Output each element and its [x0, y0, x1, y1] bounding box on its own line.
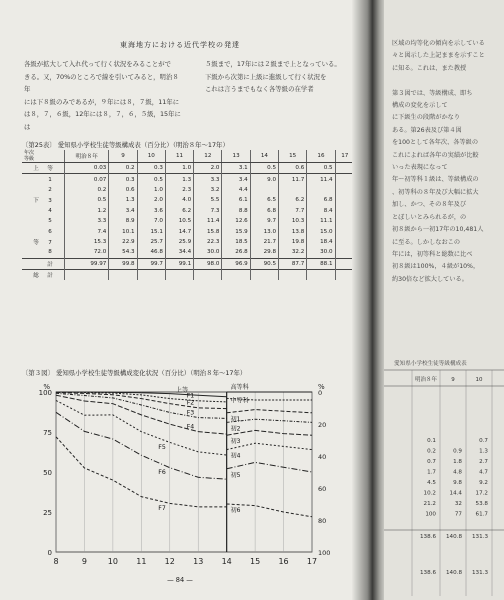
x-tick-label: 12	[164, 557, 175, 566]
table-cell: 72.0	[65, 247, 109, 258]
running-header: 東海地方における近代学校の発達	[120, 41, 240, 49]
table-cell: 4.4	[222, 185, 250, 195]
text-line: 約30倍など拡大している。	[392, 275, 468, 283]
text-line: これによれば各年の実績が比較	[392, 151, 479, 159]
y-tick-label: 50	[43, 469, 52, 477]
table-cell: 6.8	[250, 206, 278, 216]
row-label: 1	[22, 174, 65, 185]
table-cell: 29.8	[250, 247, 278, 258]
table-cell	[222, 269, 250, 280]
table-cell: 3.3	[65, 216, 109, 226]
series-label: F7	[158, 504, 166, 512]
table-row	[22, 195, 354, 205]
x-tick-label: 13	[193, 557, 204, 566]
table-cell: 99.1	[165, 258, 193, 269]
series-label-right: 初1	[230, 415, 241, 423]
pct-label: %	[43, 383, 50, 391]
series-label-right: 高等科	[230, 384, 249, 391]
y2-tick-label: 20	[318, 421, 327, 429]
text-line: いった表現になって	[392, 164, 448, 172]
col-header: 9	[109, 150, 137, 163]
table-cell: 4.8	[453, 469, 462, 476]
table-cell	[109, 269, 137, 280]
y-tick-label: 0	[47, 549, 52, 557]
table-cell: 99.7	[137, 258, 165, 269]
table-cell: 138.6	[419, 534, 436, 540]
table-cell	[137, 269, 165, 280]
table-cell: 1.8	[453, 459, 462, 465]
table-cell: 25.7	[137, 237, 165, 247]
x-tick-label: 15	[250, 557, 261, 566]
table-cell: 10.5	[165, 216, 193, 226]
y-tick-label: 75	[43, 429, 52, 437]
y2-tick-label: 60	[318, 485, 327, 493]
text-line	[392, 75, 504, 87]
text-line: は８，７，６級，12年には８，７，６，５級，15年には	[24, 110, 181, 131]
table-cell	[165, 269, 193, 280]
series-line-right	[227, 410, 312, 413]
right-page	[384, 0, 504, 600]
table-cell: 2.0	[194, 163, 222, 174]
table-cell: 18.5	[222, 237, 250, 247]
corner-top: 年次	[24, 150, 35, 156]
table-cell: 1.0	[137, 185, 165, 195]
text-line: 年～初等科１級は、等級構成の	[392, 176, 479, 184]
table-cell: 138.6	[419, 570, 436, 576]
table-cell: 3.6	[137, 206, 165, 216]
table-cell: 0.1	[427, 438, 436, 444]
text-line: ある。第26表及び第４図	[392, 126, 462, 134]
table-cell: 0.07	[65, 174, 109, 185]
row-label: 8	[48, 249, 52, 256]
table-cell: 13.0	[250, 226, 278, 236]
table-cell: 99.97	[65, 258, 109, 269]
table-cell	[279, 185, 307, 195]
series-label-right: 初6	[230, 507, 241, 514]
table-cell: 3.1	[222, 163, 250, 174]
col-header: 9	[451, 377, 455, 383]
series-label: F6	[158, 469, 166, 477]
row-label: 下 3	[33, 198, 52, 205]
table-row	[22, 269, 354, 280]
table-cell: 88.1	[307, 258, 335, 269]
col-header: 17	[335, 150, 354, 163]
table-cell: 10.2	[423, 490, 436, 497]
table-cell: 131.3	[471, 534, 488, 540]
table-cell: 15.1	[137, 226, 165, 236]
table-cell: 11.7	[279, 174, 307, 185]
table-cell: 140.8	[445, 570, 462, 576]
row-label: 6	[48, 228, 52, 235]
x-tick-label: 9	[81, 557, 87, 566]
table-cell: 13.8	[279, 226, 307, 236]
table-cell	[250, 269, 278, 280]
row-label: 等 7	[33, 239, 52, 246]
row-label: 4	[48, 207, 52, 214]
table-cell: 54.3	[109, 247, 137, 258]
table-row	[22, 174, 354, 185]
y2-tick-label: 80	[318, 517, 327, 525]
figure-caption: 愛知県小学校生徒等級構成変化状況（百分比）（明治８年～17年）	[56, 369, 247, 377]
table-cell: 6.5	[250, 195, 278, 205]
table-cell: 0.5	[65, 195, 109, 205]
table-cell	[307, 185, 335, 195]
table-cell: 11.4	[307, 174, 335, 185]
table-cell: 26.8	[222, 247, 250, 258]
x-tick-label: 16	[278, 557, 289, 566]
table-cell: 7.4	[65, 226, 109, 236]
table-cell: 21.7	[250, 237, 278, 247]
table-cell: 100	[425, 511, 436, 518]
table-cell: 7.0	[137, 216, 165, 226]
col-header: 12	[194, 150, 222, 163]
book-gutter	[352, 0, 386, 600]
table-cell: 0.6	[279, 163, 307, 174]
text-line: これは言うまでもなく各等級の在学者	[205, 85, 314, 93]
table-cell: 2.7	[479, 459, 488, 465]
series-label: F4	[186, 423, 195, 431]
table-cell: 9.0	[250, 174, 278, 185]
table-cell: 0.5	[137, 174, 165, 185]
table-cell: 22.9	[109, 237, 137, 247]
table-cell: 22.3	[194, 237, 222, 247]
y2-tick-label: 0	[318, 389, 323, 397]
text-line: には下８級のみであるが，９年には８，７級，11年に	[24, 97, 180, 106]
table-row	[22, 258, 354, 269]
table-cell: 99.8	[109, 258, 137, 269]
table-cell: 15.9	[222, 226, 250, 236]
text-line: 々と図示した上記ままを示すこと	[392, 52, 485, 60]
table-cell: 131.3	[471, 570, 488, 576]
text-line: ５級まで，17年には２級まで上となっている。	[205, 60, 341, 68]
table-cell: 0.5	[307, 163, 335, 174]
table-cell: 87.7	[279, 258, 307, 269]
x-tick-label: 8	[53, 557, 59, 566]
table-cell: 0.6	[109, 185, 137, 195]
table-cell: 4.5	[427, 480, 436, 486]
table-cell: 8.4	[307, 206, 335, 216]
table-cell: 77	[454, 511, 462, 518]
table-cell: 0.03	[65, 163, 109, 174]
table-cell: 0.2	[427, 448, 436, 455]
col-header: 11	[165, 150, 193, 163]
series-label-right: 中等科	[230, 397, 249, 405]
table-cell: 3.4	[222, 174, 250, 185]
grade-change-chart	[22, 380, 352, 570]
text-line: に至る。しかしなおこの	[392, 238, 461, 246]
series-label-right: 初2	[230, 425, 241, 433]
col-header: 14	[250, 150, 278, 163]
text-line: とぼしいとみられるが，の	[392, 213, 467, 221]
table-cell: 6.1	[222, 195, 250, 205]
table-cell: 3.3	[194, 174, 222, 185]
page-number: — 84 —	[167, 576, 193, 584]
table-cell: 96.9	[222, 258, 250, 269]
table-cell: 11.4	[194, 216, 222, 226]
table-cell: 0.5	[250, 163, 278, 174]
text-line: 加し、かつ、その８年及び	[392, 201, 467, 209]
series-label-right: 初3	[230, 438, 241, 446]
x-tick-label: 17	[306, 557, 318, 566]
table-cell	[279, 269, 307, 280]
table-row	[22, 237, 354, 247]
text-line: に知る。これは、また教授	[392, 64, 467, 72]
text-line: 各級が拡大して入れ代って行く状況をみることがで	[24, 60, 171, 68]
table-cell: 30.0	[194, 247, 222, 258]
row-label: 2	[48, 186, 52, 193]
table-title	[22, 140, 229, 149]
x-tick-label: 14	[221, 557, 232, 566]
table-cell: 2.3	[165, 185, 193, 195]
table-cell: 2.0	[137, 195, 165, 205]
series-line-right	[227, 462, 312, 472]
table-cell: 1.7	[427, 469, 436, 476]
series-label-right: 初4	[230, 452, 241, 460]
col-header: 10	[475, 377, 483, 383]
table-cell: 90.5	[250, 258, 278, 269]
table-cell: 8.9	[109, 216, 137, 226]
x-tick-label: 10	[107, 557, 118, 566]
table-cell: 7.7	[279, 206, 307, 216]
col-header: 16	[307, 150, 335, 163]
y2-tick-label: 100	[318, 549, 331, 557]
body-text-right	[205, 58, 355, 96]
table-cell: 32	[454, 501, 462, 507]
table-cell: 4.7	[479, 469, 488, 476]
row-label: 総 計	[22, 269, 65, 280]
table-cell: 9.7	[250, 216, 278, 226]
pct-label-right: %	[318, 383, 325, 391]
table-cell: 34.4	[165, 247, 193, 258]
figure-title	[22, 368, 246, 377]
table-cell: 21.2	[423, 501, 436, 507]
table-cell: 1.3	[479, 448, 488, 455]
table-cell: 14.4	[449, 490, 462, 497]
table-corner	[22, 150, 65, 163]
table-cell	[65, 269, 109, 280]
table-cell: 25.9	[165, 237, 193, 247]
series-label: F5	[158, 443, 166, 451]
table-label: 〔第25表〕	[22, 141, 56, 149]
table-cell: 1.0	[165, 163, 193, 174]
table-cell: 46.8	[137, 247, 165, 258]
y-tick-label: 100	[38, 389, 52, 397]
table-cell: 9.8	[453, 480, 462, 486]
table-row	[22, 206, 354, 216]
table-cell: 98.0	[194, 258, 222, 269]
table-cell: 15.0	[307, 226, 335, 236]
table-cell	[250, 185, 278, 195]
x-tick-label: 11	[136, 557, 147, 566]
table-cell: 30.0	[307, 247, 335, 258]
text-line: 初８級から一初17年の10,481人	[392, 226, 484, 234]
table-cell: 0.3	[109, 174, 137, 185]
table-cell: 11.1	[307, 216, 335, 226]
series-label: F3	[186, 409, 195, 417]
row-label: 計	[22, 258, 65, 269]
col-header: 10	[137, 150, 165, 163]
table-row	[22, 163, 354, 174]
table-cell: 7.3	[194, 206, 222, 216]
table-cell: 10.3	[279, 216, 307, 226]
series-label: 上等	[175, 387, 189, 394]
text-line: 構成の変化を示して	[392, 102, 448, 110]
col-header: 明治８年	[65, 150, 109, 163]
text-line: を100として各年次、各等級の	[392, 139, 479, 147]
text-line: 初８級は100%，４級が10%，	[392, 263, 480, 271]
text-line: に下級生の段階がかなり	[392, 114, 461, 122]
table-cell: 3.4	[109, 206, 137, 216]
grade-composition-table	[22, 150, 354, 280]
table-caption: 愛知県小学校生徒等級構成表（百分比）（明治８年～17年）	[57, 141, 229, 149]
series-label-right: 初5	[230, 471, 241, 479]
table-cell: 61.7	[475, 511, 488, 518]
col-header: 明治８年	[414, 377, 438, 383]
text-line: 区域の均等化の傾向を示している	[392, 40, 485, 47]
table-cell: 1.3	[165, 174, 193, 185]
text-line: 、初等科の８年及び大幅に拡大	[392, 188, 479, 196]
table-cell: 10.1	[109, 226, 137, 236]
table-row	[22, 226, 354, 236]
table-row	[22, 247, 354, 258]
row-label: 5	[48, 218, 52, 225]
table-cell: 15.3	[65, 237, 109, 247]
table-cell: 3.2	[194, 185, 222, 195]
row-label: 上 等	[33, 166, 53, 173]
table-cell: 1.3	[109, 195, 137, 205]
table-row	[22, 216, 354, 226]
table-cell: 8.8	[222, 206, 250, 216]
y2-tick-label: 40	[318, 453, 327, 461]
table-row	[22, 185, 354, 195]
table-cell: 12.6	[222, 216, 250, 226]
table-cell: 6.2	[279, 195, 307, 205]
table-cell: 9.2	[479, 480, 488, 486]
table-cell: 0.2	[65, 185, 109, 195]
table-cell	[307, 269, 335, 280]
table-cell: 6.2	[165, 206, 193, 216]
table-cell: 0.3	[137, 163, 165, 174]
table-cell: 4.0	[165, 195, 193, 205]
col-header: 13	[222, 150, 250, 163]
table-cell	[194, 269, 222, 280]
table-cell: 18.4	[307, 237, 335, 247]
table-cell: 0.2	[109, 163, 137, 174]
table-cell: 1.2	[65, 206, 109, 216]
corner-bottom: 等級	[24, 156, 35, 162]
right-table-title: 愛知県小学校生徒等級構成表	[394, 361, 467, 367]
table-cell: 0.9	[453, 448, 462, 455]
table-cell: 5.5	[194, 195, 222, 205]
series-label: F2	[186, 399, 195, 407]
y-tick-label: 25	[43, 509, 52, 517]
table-cell: 19.8	[279, 237, 307, 247]
figure-label: 〔第３図〕	[22, 369, 54, 377]
text-line: 第３図では、等級構成、即ち	[392, 89, 473, 97]
series-label: F1	[186, 392, 195, 400]
table-cell: 140.8	[445, 534, 462, 540]
text-line: 下級から次第に上級に進級して行く状況を	[205, 72, 327, 81]
text-line: きる。又，70%のところで線を引いてみると，明治８年	[24, 72, 179, 93]
text-line: 年には，初等科と総数に比べ	[392, 250, 473, 258]
table-cell: 17.2	[475, 490, 488, 497]
table-cell: 32.2	[279, 247, 307, 258]
table-cell: 0.7	[427, 459, 436, 465]
table-cell: 14.7	[165, 226, 193, 236]
right-table	[384, 368, 504, 600]
table-cell: 0.7	[479, 438, 488, 444]
table-cell: 53.8	[475, 501, 488, 507]
body-text-left	[24, 58, 184, 133]
right-page-text	[392, 38, 504, 286]
table-cell: 15.8	[194, 226, 222, 236]
col-header: 15	[279, 150, 307, 163]
table-cell: 6.8	[307, 195, 335, 205]
